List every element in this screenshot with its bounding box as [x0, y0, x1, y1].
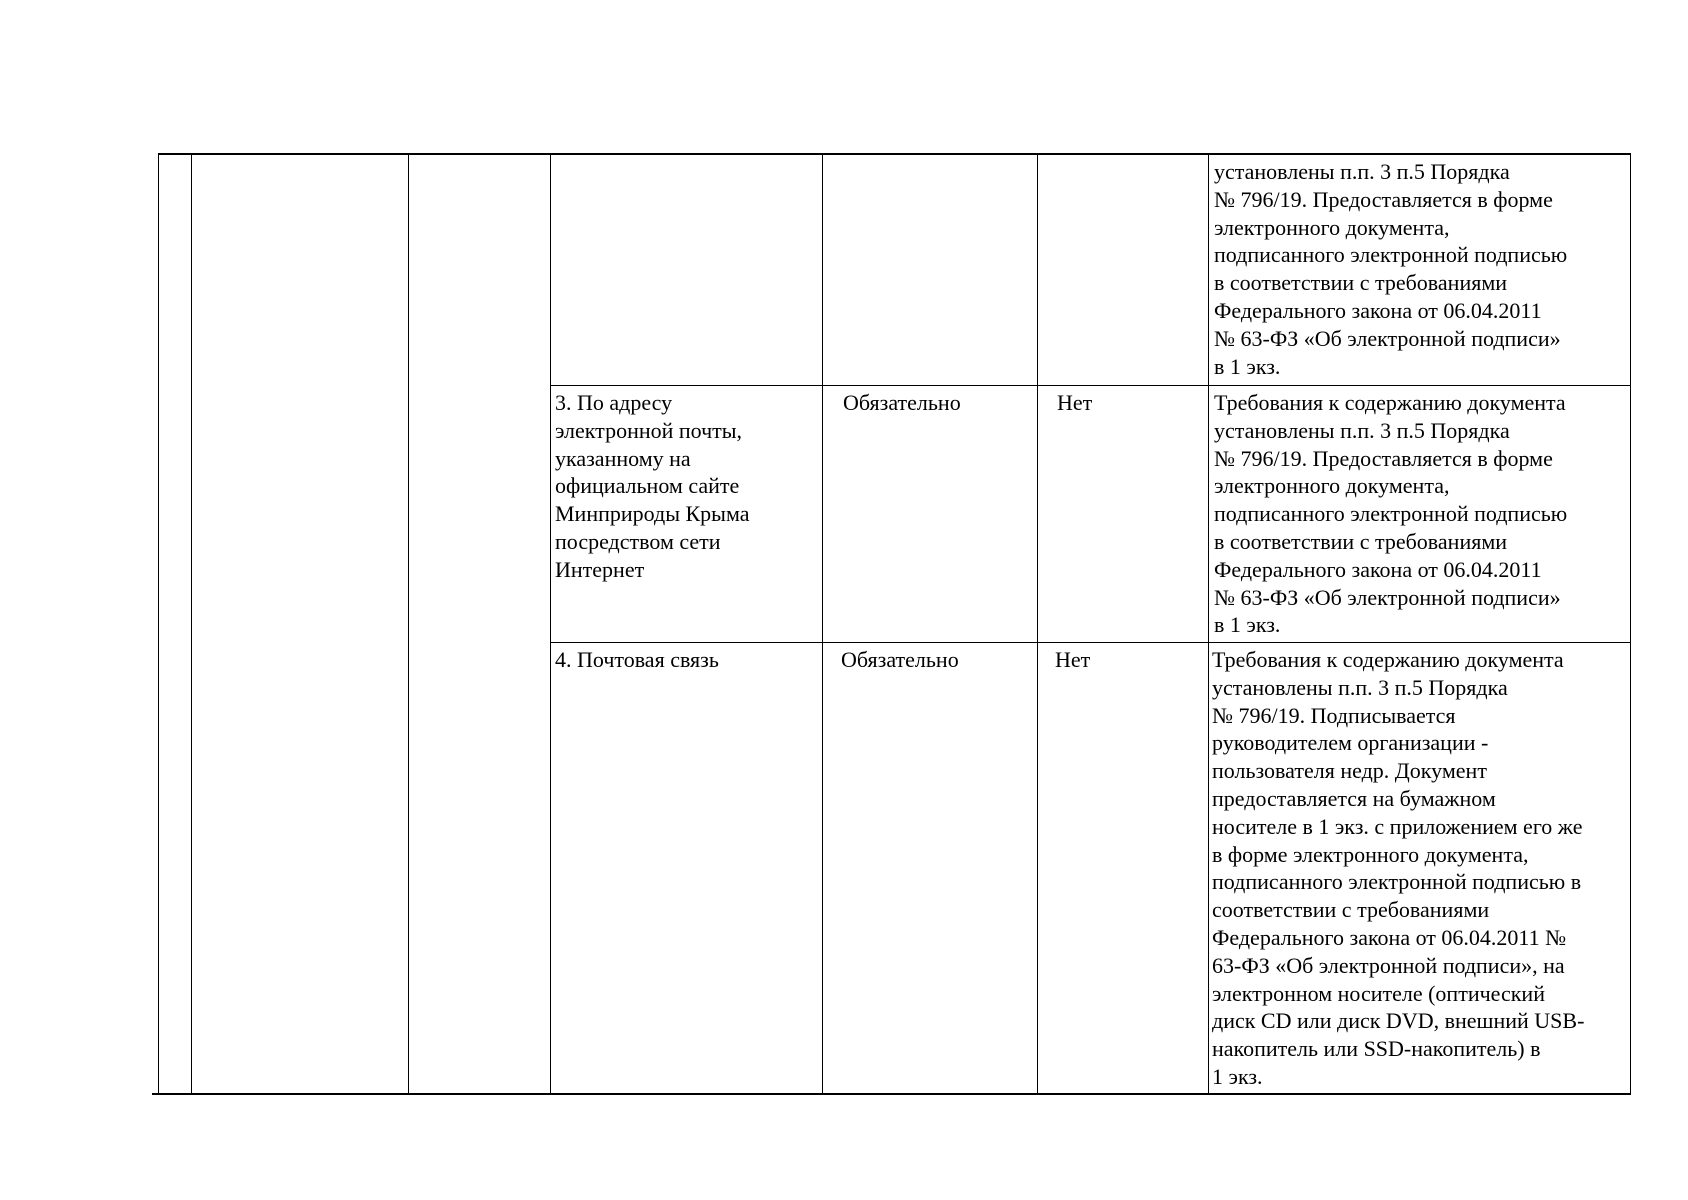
row-separator-1 — [550, 385, 1631, 386]
text-line: в соответствии с требованиями — [1214, 270, 1508, 296]
text-line: установлены п.п. 3 п.5 Порядка — [1212, 674, 1508, 700]
row1-description — [1214, 158, 1567, 380]
text-line: № 796/19. Предоставляется в форме — [1214, 445, 1553, 471]
text-line: электронного документа, — [1214, 214, 1450, 240]
text-line: 3. По адресу — [555, 390, 673, 415]
text-line: электронном носителе (оптический — [1212, 980, 1545, 1006]
text-line: посредством сети — [555, 528, 721, 554]
text-line: указанному на — [555, 445, 691, 471]
text-line: № 796/19. Предоставляется в форме — [1214, 186, 1553, 212]
text-line: диск CD или диск DVD, внешний USB- — [1212, 1008, 1585, 1034]
text-line: носителе в 1 экз. с приложением его же — [1212, 813, 1583, 839]
text-line: соответствии с требованиями — [1212, 897, 1490, 923]
text-line: в 1 экз. — [1214, 612, 1281, 638]
col-line-1 — [191, 153, 192, 1095]
text-line: установлены п.п. 3 п.5 Порядка — [1214, 159, 1510, 184]
text-line: пользователя недр. Документ — [1212, 758, 1487, 784]
text-line: № 63-ФЗ «Об электронной подписи» — [1214, 584, 1561, 610]
text-line: электронной почты, — [555, 417, 743, 443]
table-top-border — [158, 153, 1631, 155]
row2-method — [555, 389, 750, 584]
text-line: в 1 экз. — [1214, 353, 1281, 379]
text-line: № 63-ФЗ «Об электронной подписи» — [1214, 325, 1561, 351]
row-separator-2 — [550, 642, 1631, 643]
text-line: Интернет — [555, 556, 645, 582]
row3-description — [1212, 646, 1584, 1091]
text-line: в форме электронного документа, — [1212, 841, 1529, 867]
text-line: Федерального закона от 06.04.2011 № — [1212, 924, 1567, 950]
row3-requirement: Обязательно — [841, 647, 959, 672]
text-line: Федерального закона от 06.04.2011 — [1214, 556, 1542, 582]
text-line: подписанного электронной подписью в — [1212, 869, 1582, 895]
text-line: Требования к содержанию документа — [1214, 390, 1566, 415]
text-line: подписанного электронной подписью — [1214, 501, 1568, 527]
col-line-2 — [408, 153, 409, 1095]
text-line: 1 экз. — [1212, 1063, 1263, 1089]
text-line: подписанного электронной подписью — [1214, 242, 1568, 268]
row3-method — [555, 646, 719, 674]
table-bottom-border — [152, 1093, 1631, 1095]
row2-requirement: Обязательно — [843, 390, 961, 415]
col-line-3 — [550, 153, 551, 1095]
text-line: официальном сайте — [555, 473, 740, 499]
text-line: накопитель или SSD-накопитель) в — [1212, 1036, 1541, 1062]
text-line: предоставляется на бумажном — [1212, 785, 1496, 811]
row2-description — [1214, 389, 1567, 639]
text-line: в соответствии с требованиями — [1214, 528, 1508, 554]
row3-fee: Нет — [1055, 647, 1091, 672]
text-line: руководителем организации - — [1212, 730, 1489, 756]
row2-fee: Нет — [1057, 390, 1093, 415]
text-line: 4. Почтовая связь — [555, 647, 719, 672]
text-line: Минприроды Крыма — [555, 501, 750, 527]
col-line-5 — [1037, 153, 1038, 1095]
text-line: Требования к содержанию документа — [1212, 647, 1564, 672]
text-line: электронного документа, — [1214, 473, 1450, 499]
col-line-0 — [158, 153, 159, 1095]
col-line-4 — [822, 153, 823, 1095]
text-line: установлены п.п. 3 п.5 Порядка — [1214, 417, 1510, 443]
col-line-6 — [1208, 153, 1209, 1095]
text-line: Федерального закона от 06.04.2011 — [1214, 297, 1542, 323]
text-line: № 796/19. Подписывается — [1212, 702, 1456, 728]
col-line-7 — [1630, 153, 1631, 1095]
text-line: 63-ФЗ «Об электронной подписи», на — [1212, 952, 1565, 978]
